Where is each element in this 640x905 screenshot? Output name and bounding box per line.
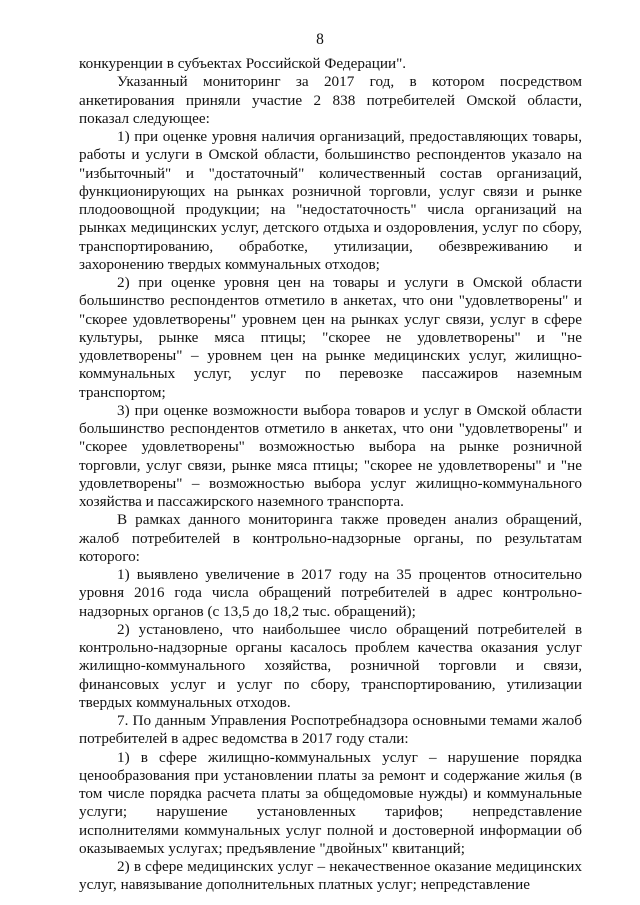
paragraph: конкуренции в субъектах Российской Федерации". — [79, 55, 407, 72]
paragraph: 3) при оценке возможности выбора товаров и услуг в Омской области большинство респондентов отметило в анкетах, что они "удовлетворены" и "скорее удовлетворены" возможностью выбора на рынке розничной торговли, услуг связи, рынке мяса птицы; "скорее не удовлетворены" и "не удовлетворены" – возможностью выбора услуг жилищно-коммунального хозяйства и пассажирского наземного транспорта. — [79, 401, 582, 510]
paragraph: Указанный мониторинг за 2017 год, в котором посредством анкетирования приняли участие 2 838 потребителей Омской области, показал следующее: — [79, 73, 582, 127]
paragraph: 1) выявлено увеличение в 2017 году на 35 процентов относительно уровня 2016 года числа обращений потребителей в адрес контрольно-надзорных органов (с 13,5 до 18,2 тыс. обращений); — [79, 566, 582, 620]
paragraph: 2) в сфере медицинских услуг – некачественное оказание медицинских услуг, навязывание дополнительных платных услуг; непредставление — [79, 858, 582, 894]
page-number: 8 — [316, 31, 324, 48]
paragraph: 7. По данным Управления Роспотребнадзора основными темами жалоб потребителей в адрес ведомства в 2017 году стали: — [79, 712, 582, 748]
paragraph: 1) при оценке уровня наличия организаций, предоставляющих товары, работы и услуги в Омской области, большинство респондентов указало на "избыточный" и "достаточный" количественный состав организаций, функционирующих на рынках розничной торговли, услуг связи и рынке плодоовощной продукции; на "недостаточность" числа организаций на рынках медицинских услуг, детского отдыха и оздоровления, услуг по сбору, транспортированию, обработке, утилизации, обезвреживанию и захоронению твердых коммунальных отходов; — [79, 128, 582, 273]
paragraph: 2) установлено, что наибольшее число обращений потребителей в контрольно-надзорные органы касалось проблем качества оказания услуг жилищно-коммунального хозяйства, розничной торговли и связи, финансовых услуг и услуг по сбору, транспортированию, утилизации твердых коммунальных отходов. — [79, 620, 582, 711]
paragraph: В рамках данного мониторинга также проведен анализ обращений, жалоб потребителей в контрольно-надзорные органы, по результатам которого: — [79, 511, 582, 565]
paragraph: 2) при оценке уровня цен на товары и услуги в Омской области большинство респондентов отметило в анкетах, что они "удовлетворены" и "скорее удовлетворены" уровнем цен на рынках услуг связи, услуг в сфере культуры, рынке мяса птицы; "скорее не удовлетворены" и "не удовлетворены" – уровнем цен на рынке медицинских услуг, жилищно-коммунальных услуг, услуг по перевозке пассажиров наземным транспортом; — [79, 274, 582, 401]
paragraph: 1) в сфере жилищно-коммунальных услуг – нарушение порядка ценообразования при установлении платы за ремонт и содержание жилья (в том числе порядка расчета платы за общедомовые нужды) и коммунальные услуги; нарушение установленных тарифов; непредставление исполнителями коммунальных услуг полной и достоверной информации об оказываемых услугах; предъявление "двойных" квитанций; — [79, 748, 582, 857]
document-body — [79, 55, 582, 895]
